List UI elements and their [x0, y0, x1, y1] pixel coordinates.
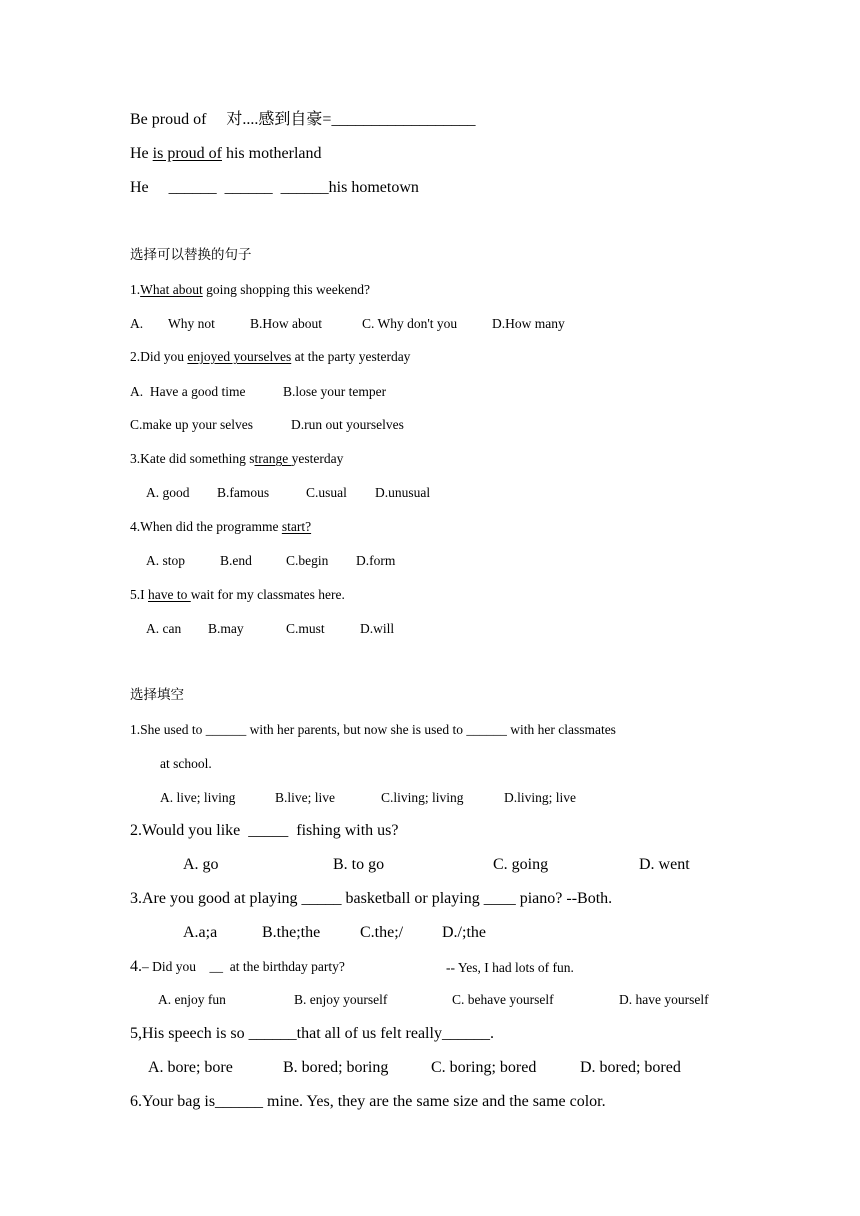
option-c[interactable]: C.usual [306, 485, 347, 500]
option-c[interactable]: C.begin [286, 553, 329, 568]
option-d[interactable]: D./;the [442, 924, 486, 941]
option-c[interactable]: C.living; living [381, 790, 464, 805]
question-4: 4.– Did you __ at the birthday party? [130, 958, 345, 975]
option-b[interactable]: B.the;the [262, 924, 321, 941]
option-b[interactable]: B.How about [250, 316, 322, 331]
option-a[interactable]: A. enjoy fun [158, 992, 226, 1007]
phrase-heading: Be proud of 对....感到自豪=__________________ [130, 111, 476, 128]
section-title-replace: 选择可以替换的句子 [130, 247, 252, 262]
section-title-fill: 选择填空 [130, 687, 184, 702]
option-a[interactable]: A. Have a good time [130, 384, 246, 399]
option-c[interactable]: C.make up your selves [130, 417, 253, 432]
option-b[interactable]: B.live; live [275, 790, 335, 805]
question-1: 1.What about going shopping this weekend? [130, 282, 370, 297]
option-a[interactable]: A.a;a [183, 924, 218, 941]
option-c[interactable]: C.must [286, 621, 325, 636]
option-b[interactable]: B. enjoy yourself [294, 992, 388, 1007]
option-d[interactable]: D. bored; bored [580, 1059, 681, 1076]
option-d[interactable]: D.form [356, 553, 396, 568]
option-b[interactable]: B. bored; boring [283, 1059, 389, 1076]
option-d[interactable]: D.How many [492, 316, 565, 331]
option-a[interactable]: A. can [146, 621, 182, 636]
question-3: 3.Kate did something strange yesterday [130, 451, 344, 466]
question-2: 2.Did you enjoyed yourselves at the party yesterday [130, 349, 411, 364]
phrase-fill-line: He ______ ______ ______his hometown [130, 179, 419, 196]
option-a[interactable]: A. go [183, 856, 219, 873]
question-5: 5.I have to wait for my classmates here. [130, 587, 345, 602]
option-b[interactable]: B.may [208, 621, 244, 636]
option-d[interactable]: D.living; live [504, 790, 576, 805]
option-c[interactable]: C.the;/ [360, 924, 404, 941]
option-d[interactable]: D. went [639, 856, 690, 873]
option-d[interactable]: D. have yourself [619, 992, 709, 1007]
option-b[interactable]: B.end [220, 553, 252, 568]
option-d[interactable]: D.unusual [375, 485, 431, 500]
option-b[interactable]: B.lose your temper [283, 384, 387, 399]
option-a[interactable]: A. live; living [160, 790, 236, 805]
question-1-line1: 1.She used to ______ with her parents, but now she is used to ______ with her classmates [130, 722, 616, 737]
option-a[interactable]: A. bore; bore [148, 1059, 233, 1076]
option-a[interactable]: A. stop [146, 553, 186, 568]
phrase-example: He is proud of his motherland [130, 145, 322, 162]
option-a[interactable]: A. [130, 316, 144, 331]
question-4: 4.When did the programme start? [130, 519, 312, 534]
question-2: 2.Would you like _____ fishing with us? [130, 822, 399, 839]
option-a-text[interactable]: Why not [168, 316, 215, 331]
question-4-reply: -- Yes, I had lots of fun. [446, 960, 574, 975]
option-b[interactable]: B.famous [217, 485, 270, 500]
option-d[interactable]: D.will [360, 621, 395, 636]
option-c[interactable]: C. Why don't you [362, 316, 458, 331]
option-b[interactable]: B. to go [333, 856, 385, 873]
option-c[interactable]: C. going [493, 856, 549, 873]
question-3: 3.Are you good at playing _____ basketball or playing ____ piano? --Both. [130, 890, 613, 907]
option-c[interactable]: C. boring; bored [431, 1059, 537, 1076]
question-1-line2: at school. [160, 756, 212, 771]
question-5: 5,His speech is so ______that all of us felt really______. [130, 1025, 494, 1042]
question-6: 6.Your bag is______ mine. Yes, they are the same size and the same color. [130, 1093, 606, 1110]
option-a[interactable]: A. good [146, 485, 190, 500]
option-d[interactable]: D.run out yourselves [291, 417, 404, 432]
option-c[interactable]: C. behave yourself [452, 992, 554, 1007]
